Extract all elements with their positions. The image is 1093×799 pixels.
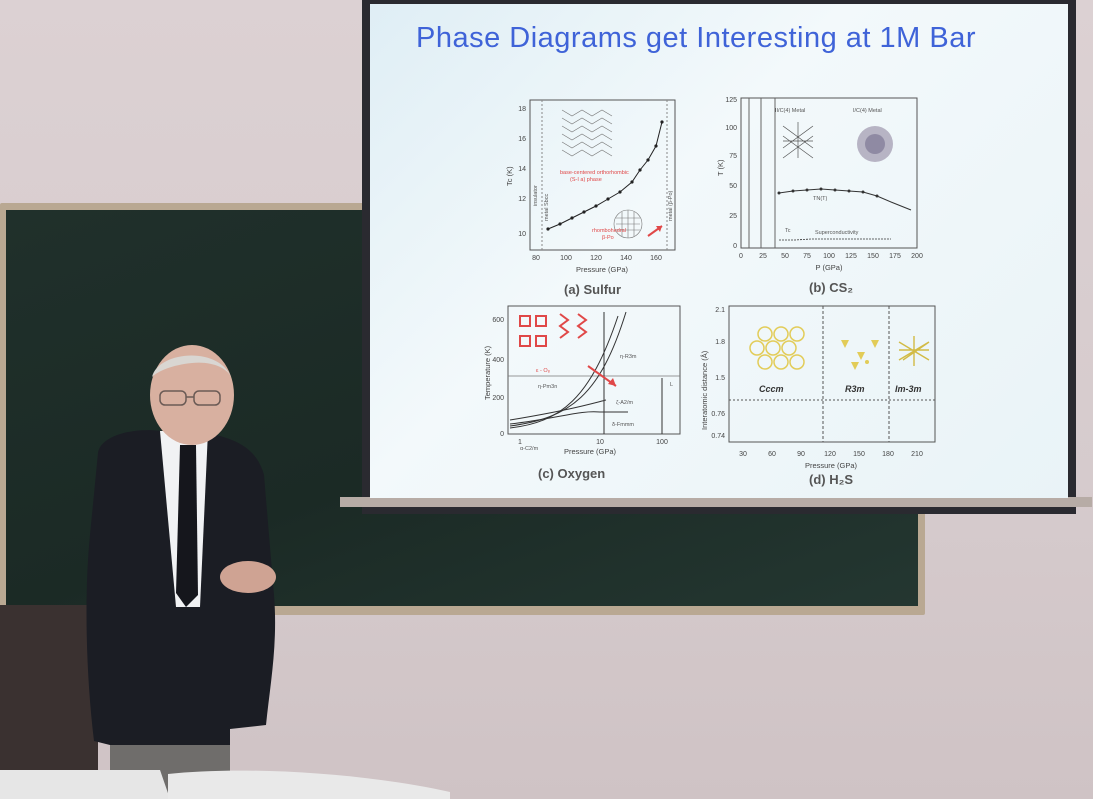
- h2s-phase-label: Cccm: [759, 384, 784, 394]
- oxygen-ytick: 400: [492, 357, 504, 364]
- cs2-xlabel: P (GPa): [815, 263, 843, 272]
- oxygen-molecule-icons: [520, 314, 586, 346]
- cs2-crystal-image-a: [783, 122, 813, 158]
- cs2-label-tn: TN(T): [813, 196, 828, 202]
- cs2-plot: [715, 92, 930, 292]
- h2s-xtick: 60: [768, 451, 776, 458]
- cs2-ylabel: T (K): [716, 159, 725, 176]
- cs2-label-b: I/C(4) Metal: [853, 108, 882, 114]
- h2s-ytick: 1.8: [715, 339, 725, 346]
- caption-oxygen: (c) Oxygen: [538, 466, 606, 481]
- oxygen-ytick: 0: [500, 431, 504, 438]
- cs2-xtick: 200: [911, 253, 923, 260]
- panel-cs2: [715, 92, 930, 295]
- cs2-label-sc: Superconductivity: [815, 230, 859, 236]
- sulfur-xtick: 160: [650, 255, 662, 262]
- sulfur-xtick: 120: [590, 255, 602, 262]
- sulfur-ytick: 18: [518, 106, 526, 113]
- sulfur-label-insulator: insulator: [533, 185, 539, 206]
- cs2-label-a: II/C(4) Metal: [775, 108, 806, 114]
- oxygen-boundary-curves: [510, 312, 662, 434]
- cs2-ytick: 75: [729, 153, 737, 160]
- h2s-crystal-r3m: [841, 340, 879, 370]
- h2s-xlabel: Pressure (GPa): [804, 461, 858, 470]
- oxygen-xtick: 100: [656, 439, 668, 446]
- chair-left: [0, 770, 170, 799]
- cs2-crystal-image-b: [857, 126, 893, 162]
- oxygen-phase-label: L: [670, 382, 674, 388]
- chalk-rail: [340, 497, 1092, 507]
- oxygen-ylabel: Temperature (K): [483, 345, 492, 400]
- panel-sulfur: [490, 96, 690, 296]
- h2s-crystal-im3m: [899, 336, 929, 366]
- sulfur-label-metal: metal Sbcc: [544, 193, 550, 221]
- cs2-tc-curve: [779, 239, 891, 240]
- oxygen-phase-label: α-C2/m: [520, 446, 539, 452]
- oxygen-ytick: 600: [492, 317, 504, 324]
- h2s-ytick: 0.76: [711, 411, 725, 418]
- h2s-plot: [695, 300, 945, 494]
- sulfur-ytick: 14: [518, 166, 526, 173]
- h2s-ytick: 0.74: [711, 433, 725, 440]
- sulfur-label-rhomb: rhombohedral: [592, 228, 626, 234]
- presenter-hand: [220, 561, 276, 593]
- cs2-xtick: 175: [889, 253, 901, 260]
- oxygen-phase-label: ζ-A2/m: [616, 400, 634, 406]
- panel-h2s: [695, 300, 945, 494]
- h2s-xtick: 120: [824, 451, 836, 458]
- cs2-ytick: 100: [725, 125, 737, 132]
- sulfur-ytick: 16: [518, 136, 526, 143]
- cs2-xtick: 75: [803, 253, 811, 260]
- cs2-xtick: 100: [823, 253, 835, 260]
- sulfur-plot: [490, 96, 690, 296]
- caption-cs2: (b) CS₂: [809, 280, 854, 295]
- slide-title: Phase Diagrams get Interesting at 1M Bar: [416, 22, 976, 54]
- h2s-xtick: 210: [911, 451, 923, 458]
- oxygen-xtick: 10: [596, 439, 604, 446]
- sulfur-label-bcm: base-centered orthorhombic: [560, 170, 629, 176]
- sulfur-crystal-image: [562, 110, 612, 156]
- oxygen-plot: [480, 300, 690, 490]
- sulfur-ytick: 10: [518, 231, 526, 238]
- cs2-xtick: 125: [845, 253, 857, 260]
- cs2-xtick: 25: [759, 253, 767, 260]
- cs2-ytick: 125: [725, 97, 737, 104]
- sulfur-label-beta: β-Po: [602, 235, 614, 241]
- sulfur-ytick: 12: [518, 196, 526, 203]
- oxygen-phase-label: δ-Fmmm: [612, 422, 634, 428]
- cs2-label-tc: Tc: [785, 228, 791, 234]
- projected-slide: [370, 4, 1068, 498]
- sulfur-xtick: 80: [532, 255, 540, 262]
- cs2-xtick: 50: [781, 253, 789, 260]
- cs2-xtick: 150: [867, 253, 879, 260]
- sulfur-label-right: metal (β-Po): [668, 190, 674, 221]
- cs2-ytick: 25: [729, 213, 737, 220]
- caption-h2s: (d) H₂S: [809, 472, 854, 487]
- sulfur-xtick: 140: [620, 255, 632, 262]
- h2s-ytick: 2.1: [715, 307, 725, 314]
- h2s-xtick: 150: [853, 451, 865, 458]
- chair-right: [168, 771, 450, 799]
- panel-oxygen: [480, 300, 690, 490]
- h2s-phase-label: Im-3m: [895, 384, 922, 394]
- cs2-xtick: 0: [739, 253, 743, 260]
- caption-sulfur: (a) Sulfur: [564, 282, 622, 297]
- h2s-plot-frame: [729, 306, 935, 442]
- h2s-xtick: 90: [797, 451, 805, 458]
- sulfur-label-phase: (S-I a) phase: [570, 177, 602, 183]
- h2s-ytick: 1.5: [715, 375, 725, 382]
- chairs: [0, 762, 460, 799]
- cs2-ytick: 50: [729, 183, 737, 190]
- presenter: [80, 345, 290, 799]
- oxygen-phase-label: η-Pm3n: [538, 384, 558, 390]
- oxygen-xlabel: Pressure (GPa): [563, 447, 617, 456]
- oxygen-label-eps: ε - O₈: [536, 368, 550, 374]
- cs2-tn-curve: [778, 188, 912, 211]
- h2s-ylabel: Interatomic distance (Å): [700, 350, 709, 430]
- oxygen-phase-label: η-R3m: [620, 354, 637, 360]
- h2s-phase-label: R3m: [845, 384, 865, 394]
- h2s-crystal-cccm: [750, 327, 804, 369]
- sulfur-ylabel: Tc (K): [505, 166, 514, 186]
- h2s-xtick: 180: [882, 451, 894, 458]
- h2s-xtick: 30: [739, 451, 747, 458]
- oxygen-xtick: 1: [518, 439, 522, 446]
- sulfur-xlabel: Pressure (GPa): [575, 265, 629, 274]
- cs2-ytick: 0: [733, 243, 737, 250]
- oxygen-ytick: 200: [492, 395, 504, 402]
- sulfur-xtick: 100: [560, 255, 572, 262]
- cs2-plot-frame: [741, 98, 917, 248]
